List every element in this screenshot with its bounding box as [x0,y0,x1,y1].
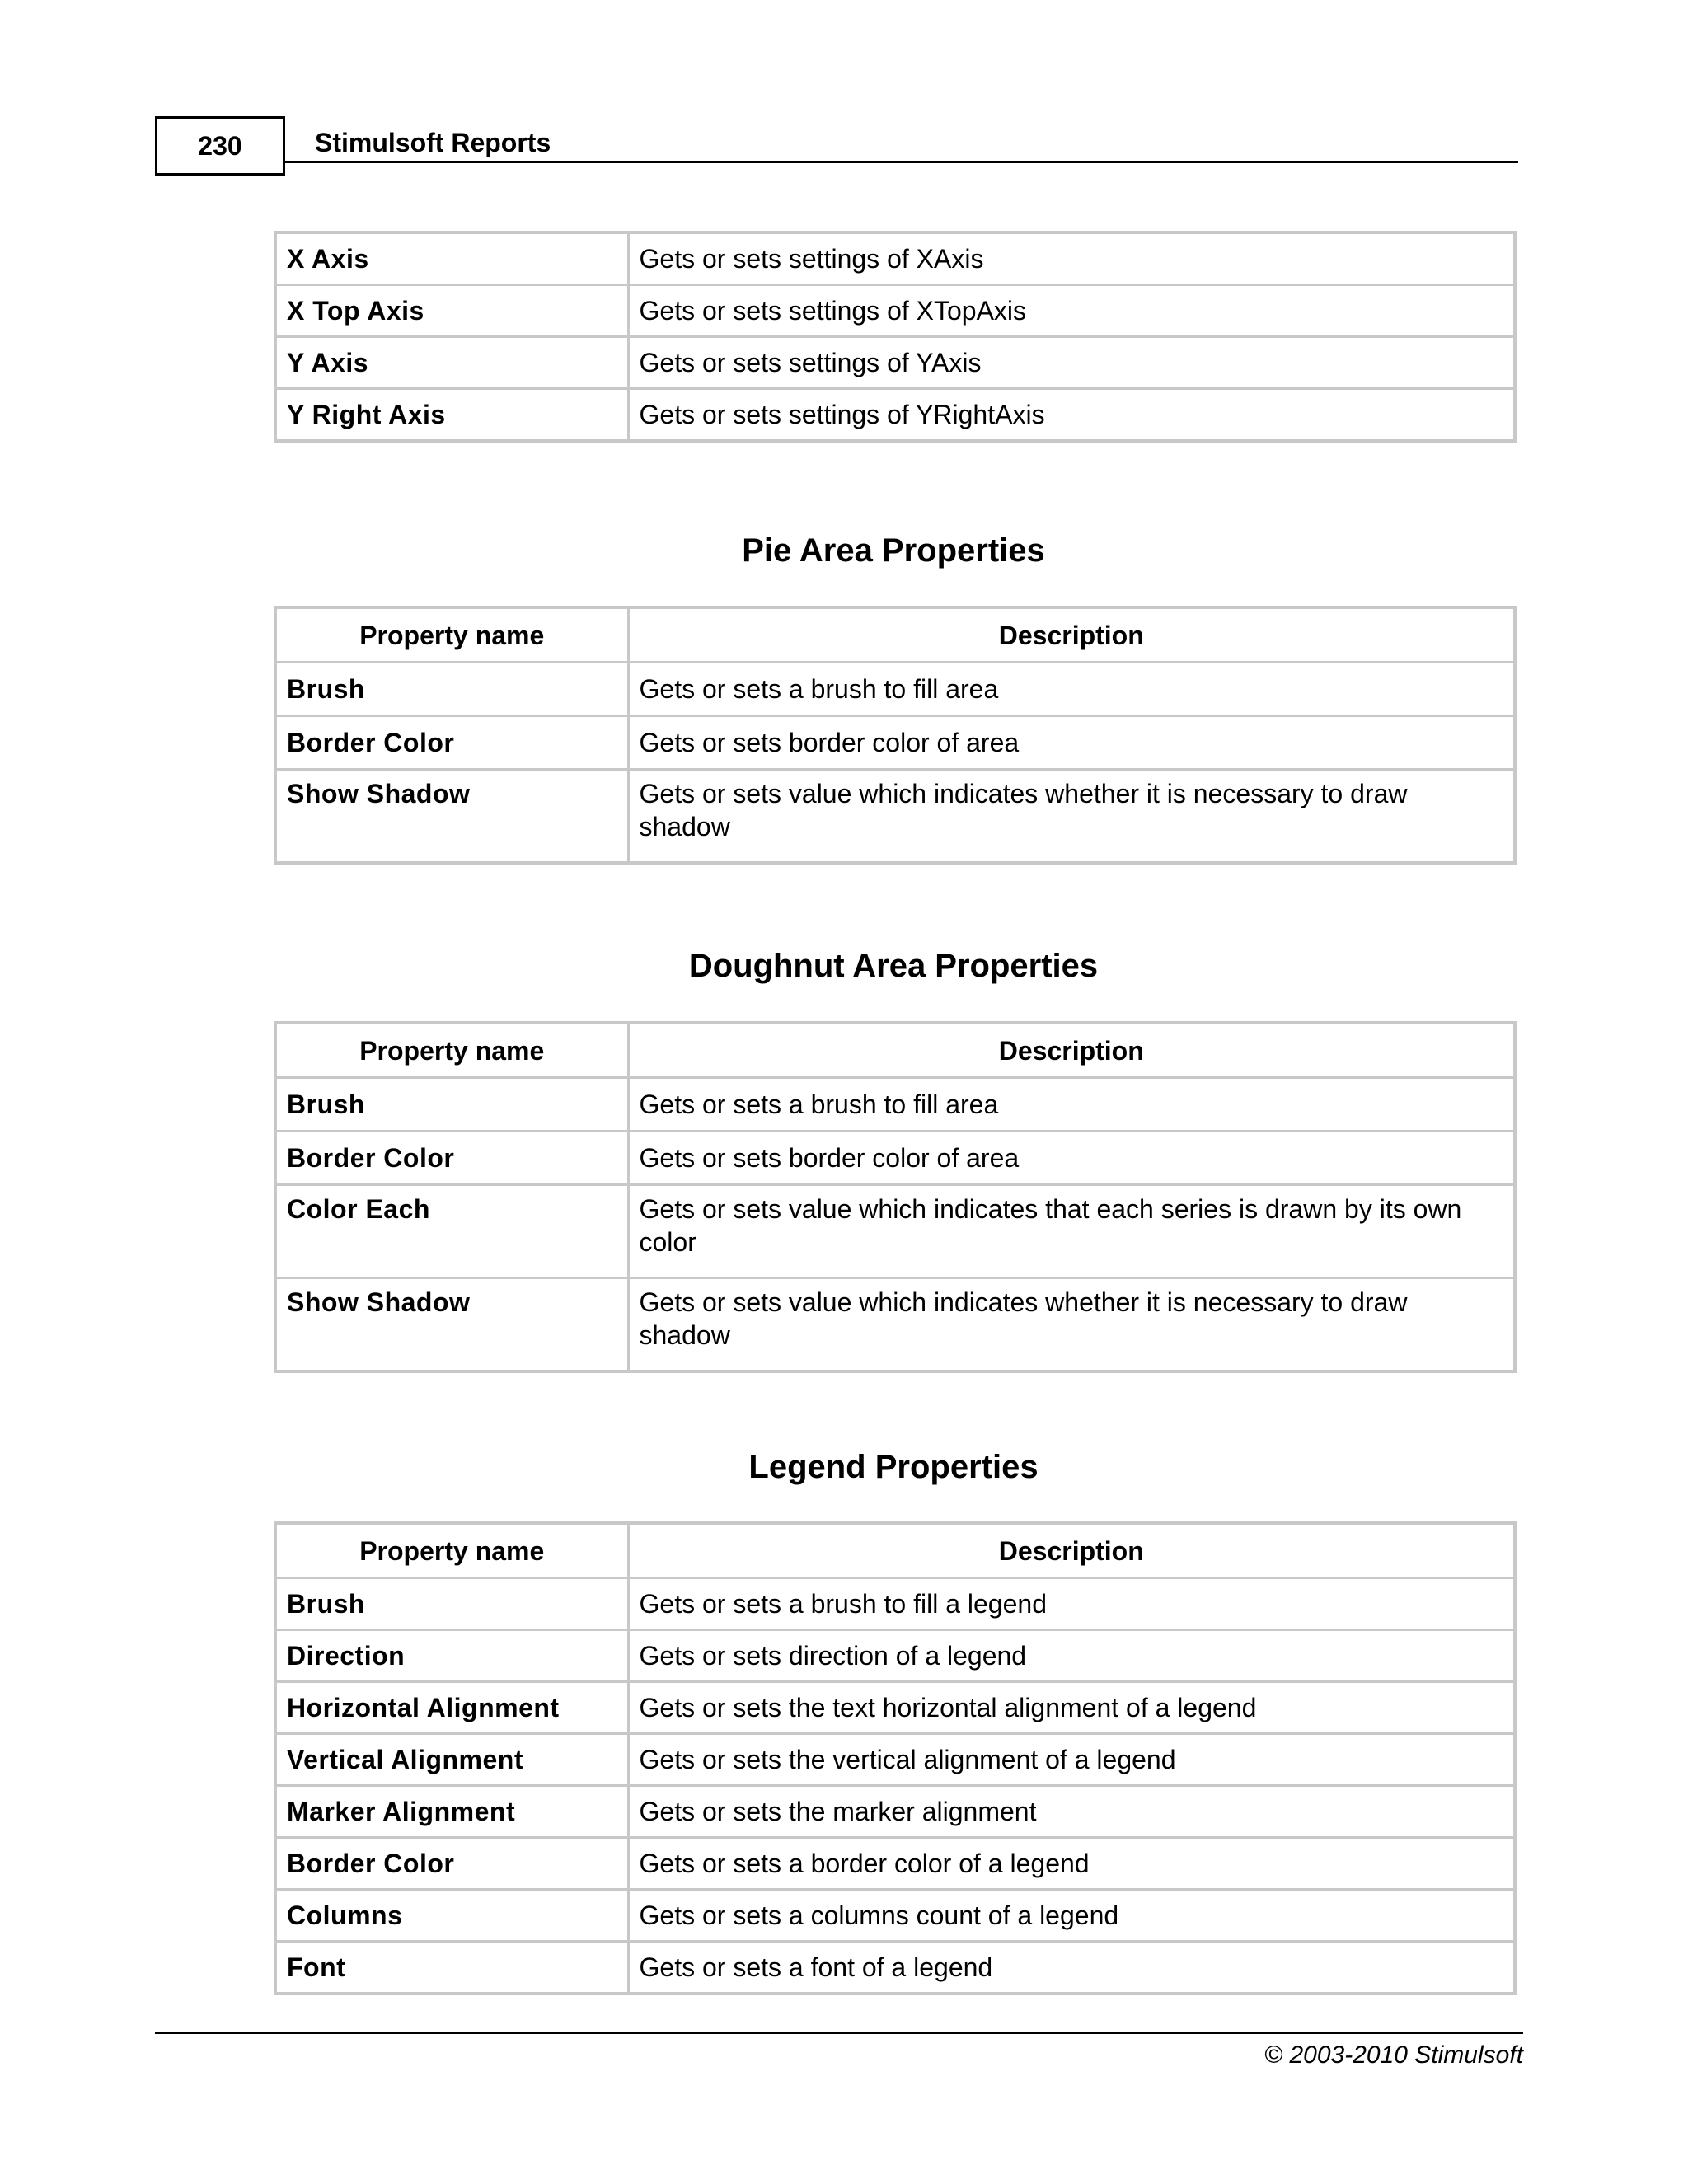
property-name: Y Axis [275,337,628,389]
property-name: Show Shadow [275,1278,628,1372]
property-name: Brush [275,1078,628,1132]
axes-properties-table [274,231,1517,443]
property-description: Gets or sets the vertical alignment of a legend [628,1734,1515,1786]
property-name: Y Right Axis [275,389,628,442]
property-name: X Top Axis [275,285,628,337]
property-name: Font [275,1942,628,1994]
table-row [275,285,1515,337]
table-row [275,389,1515,442]
table-row [275,1942,1515,1994]
property-description: Gets or sets the marker alignment [628,1786,1515,1838]
table-row [275,1786,1515,1838]
property-name: Brush [275,663,628,716]
table-row [275,232,1515,285]
property-description: Gets or sets settings of XTopAxis [628,285,1515,337]
property-name: Color Each [275,1185,628,1278]
table-row [275,1578,1515,1630]
property-name: X Axis [275,232,628,285]
property-description: Gets or sets settings of YAxis [628,337,1515,389]
table-header-row [275,1023,1515,1078]
doughnut-properties-table [274,1021,1517,1373]
property-description: Gets or sets a font of a legend [628,1942,1515,1994]
column-header-description: Description [628,1023,1515,1078]
page-number: 230 [155,116,285,176]
table-row [275,1838,1515,1890]
property-description: Gets or sets value which indicates whether it is necessary to draw shadow [628,770,1515,864]
section-title-legend: Legend Properties [748,1449,1039,1485]
property-name: Border Color [275,1838,628,1890]
table-row [275,337,1515,389]
table-row [275,1278,1515,1372]
property-description: Gets or sets a brush to fill area [628,663,1515,716]
property-description: Gets or sets direction of a legend [628,1630,1515,1682]
property-description: Gets or sets a brush to fill area [628,1078,1515,1132]
property-description: Gets or sets settings of YRightAxis [628,389,1515,442]
property-name: Vertical Alignment [275,1734,628,1786]
property-name: Brush [275,1578,628,1630]
table-row [275,1185,1515,1278]
column-header-description: Description [628,1523,1515,1578]
table-row [275,663,1515,716]
property-description: Gets or sets settings of XAxis [628,232,1515,285]
footer-divider [155,2032,1523,2034]
column-header-property-name: Property name [275,1523,628,1578]
section-title-pie: Pie Area Properties [742,532,1045,569]
table-row [275,1682,1515,1734]
property-name: Horizontal Alignment [275,1682,628,1734]
table-row [275,1132,1515,1185]
property-name: Border Color [275,716,628,770]
property-description: Gets or sets value which indicates whether it is necessary to draw shadow [628,1278,1515,1372]
document-title: Stimulsoft Reports [315,128,551,157]
property-description: Gets or sets a columns count of a legend [628,1890,1515,1942]
table-header-row [275,607,1515,663]
table-header-row [275,1523,1515,1578]
property-name: Marker Alignment [275,1786,628,1838]
property-description: Gets or sets border color of area [628,1132,1515,1185]
column-header-property-name: Property name [275,1023,628,1078]
header-divider [285,161,1518,163]
table-row [275,716,1515,770]
property-description: Gets or sets a border color of a legend [628,1838,1515,1890]
property-name: Columns [275,1890,628,1942]
property-description: Gets or sets value which indicates that each series is drawn by its own color [628,1185,1515,1278]
table-row [275,1890,1515,1942]
table-row [275,1734,1515,1786]
table-row [275,1630,1515,1682]
property-name: Show Shadow [275,770,628,864]
column-header-property-name: Property name [275,607,628,663]
property-description: Gets or sets border color of area [628,716,1515,770]
property-description: Gets or sets the text horizontal alignment of a legend [628,1682,1515,1734]
copyright-notice: © 2003-2010 Stimulsoft [1264,2041,1523,2069]
legend-properties-table [274,1521,1517,1995]
column-header-description: Description [628,607,1515,663]
pie-properties-table [274,606,1517,865]
section-title-doughnut: Doughnut Area Properties [688,948,1099,984]
table-row [275,1078,1515,1132]
property-name: Border Color [275,1132,628,1185]
table-row [275,770,1515,864]
property-description: Gets or sets a brush to fill a legend [628,1578,1515,1630]
property-name: Direction [275,1630,628,1682]
